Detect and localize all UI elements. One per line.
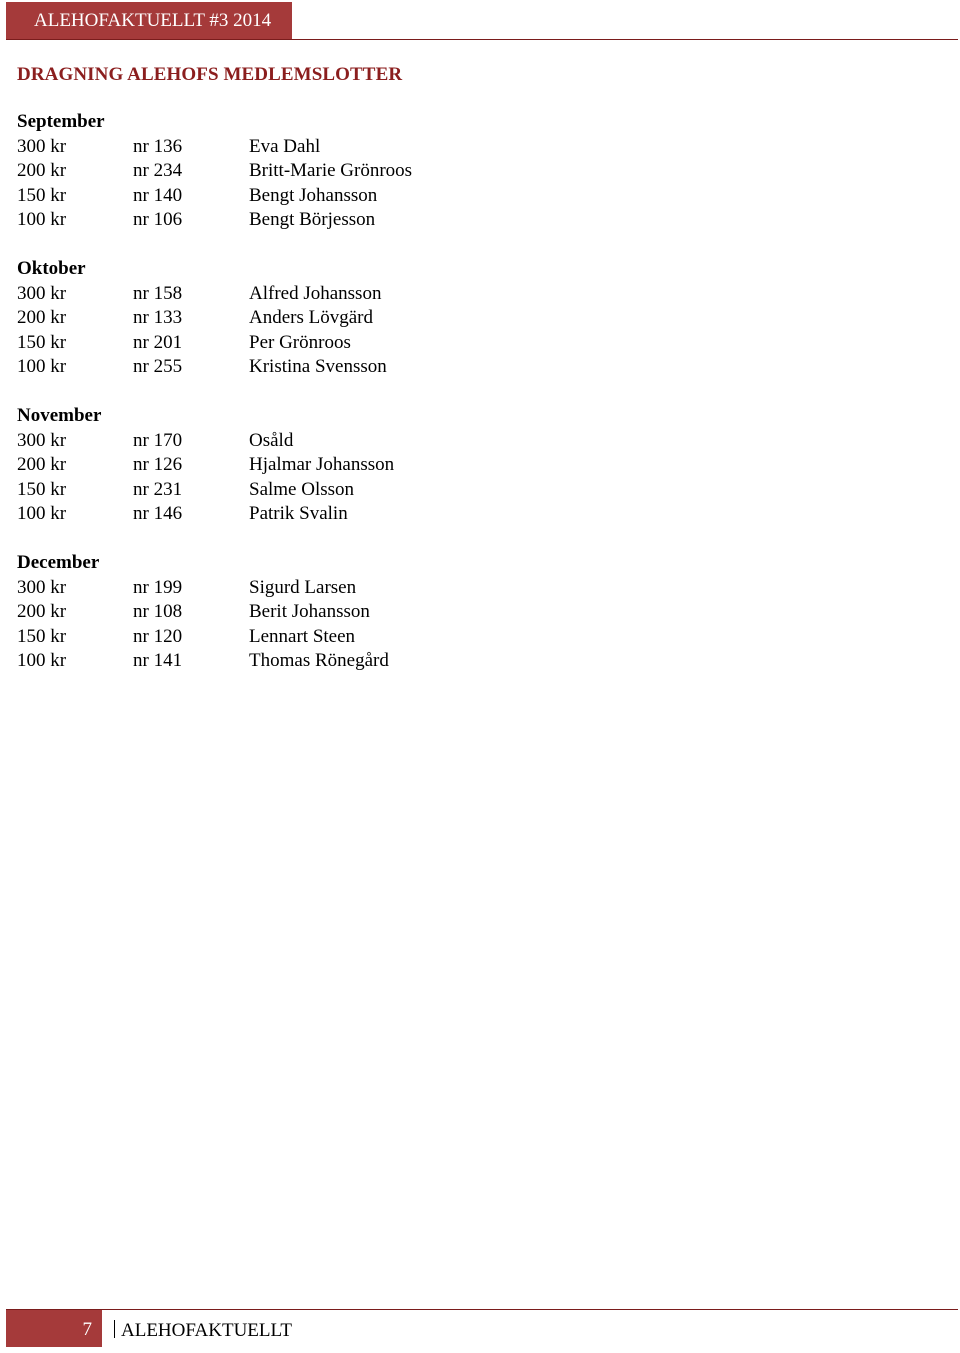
winner-name: Lennart Steen bbox=[249, 625, 356, 647]
winner-name: Per Grönroos bbox=[249, 331, 351, 353]
page-number: 7 bbox=[6, 1310, 102, 1347]
winner-name: Salme Olsson bbox=[249, 478, 355, 500]
result-row bbox=[17, 159, 717, 184]
result-row bbox=[17, 282, 717, 307]
prize-amount: 300 kr bbox=[17, 282, 67, 304]
prize-amount: 100 kr bbox=[17, 356, 67, 377]
ticket-number: nr 201 bbox=[133, 331, 183, 353]
ticket-number: nr 234 bbox=[133, 160, 183, 181]
footer-publication bbox=[114, 1310, 292, 1347]
prize-amount: 100 kr bbox=[17, 650, 67, 671]
ticket-number: nr 255 bbox=[133, 356, 183, 377]
ticket-number: nr 199 bbox=[133, 576, 183, 598]
winner-name: Osåld bbox=[249, 429, 294, 451]
winner-name: Kristina Svensson bbox=[249, 356, 387, 377]
ticket-number: nr 126 bbox=[133, 454, 183, 475]
ticket-number: nr 158 bbox=[133, 282, 183, 304]
month-section-november bbox=[17, 404, 717, 527]
ticket-number: nr 133 bbox=[133, 307, 183, 328]
prize-amount: 100 kr bbox=[17, 503, 67, 524]
winner-name: Sigurd Larsen bbox=[249, 576, 357, 598]
result-row bbox=[17, 625, 717, 650]
result-row bbox=[17, 208, 717, 233]
winner-name: Anders Lövgärd bbox=[249, 307, 373, 328]
result-row bbox=[17, 429, 717, 454]
month-heading: September bbox=[17, 111, 105, 132]
prize-amount: 300 kr bbox=[17, 576, 67, 598]
winner-name: Thomas Rönegård bbox=[249, 650, 389, 671]
prize-amount: 200 kr bbox=[17, 454, 67, 475]
prize-amount: 100 kr bbox=[17, 209, 67, 230]
winner-name: Britt-Marie Grönroos bbox=[249, 160, 413, 181]
winner-name: Eva Dahl bbox=[249, 135, 321, 157]
month-heading: November bbox=[17, 405, 102, 426]
ticket-number: nr 141 bbox=[133, 650, 183, 671]
ticket-number: nr 106 bbox=[133, 209, 183, 230]
lottery-results bbox=[17, 110, 717, 698]
prize-amount: 300 kr bbox=[17, 429, 67, 451]
prize-amount: 150 kr bbox=[17, 184, 67, 206]
result-row bbox=[17, 600, 717, 625]
winner-name: Berit Johansson bbox=[249, 601, 370, 622]
month-heading: Oktober bbox=[17, 258, 86, 279]
ticket-number: nr 108 bbox=[133, 601, 183, 622]
result-row bbox=[17, 355, 717, 380]
result-row bbox=[17, 331, 717, 356]
winner-name: Bengt Johansson bbox=[249, 184, 378, 206]
prize-amount: 150 kr bbox=[17, 625, 67, 647]
month-section-december bbox=[17, 551, 717, 674]
ticket-number: nr 140 bbox=[133, 184, 183, 206]
result-row bbox=[17, 478, 717, 503]
prize-amount: 200 kr bbox=[17, 601, 67, 622]
winner-name: Alfred Johansson bbox=[249, 282, 382, 304]
prize-amount: 300 kr bbox=[17, 135, 67, 157]
month-section-september bbox=[17, 110, 717, 233]
result-row bbox=[17, 649, 717, 674]
prize-amount: 150 kr bbox=[17, 478, 67, 500]
page-footer bbox=[6, 1309, 958, 1347]
winner-name: Patrik Svalin bbox=[249, 503, 348, 524]
winner-name: Bengt Börjesson bbox=[249, 209, 376, 230]
month-heading: December bbox=[17, 552, 100, 573]
footer-publication-name: ALEHOFAKTUELLT bbox=[121, 1320, 292, 1341]
ticket-number: nr 146 bbox=[133, 503, 183, 524]
header-title: ALEHOFAKTUELLT #3 2014 bbox=[6, 2, 292, 39]
result-row bbox=[17, 502, 717, 527]
result-row bbox=[17, 184, 717, 209]
winner-name: Hjalmar Johansson bbox=[249, 454, 395, 475]
ticket-number: nr 120 bbox=[133, 625, 183, 647]
footer-separator bbox=[114, 1320, 115, 1338]
page-header bbox=[6, 0, 958, 40]
ticket-number: nr 231 bbox=[133, 478, 183, 500]
result-row bbox=[17, 453, 717, 478]
prize-amount: 200 kr bbox=[17, 307, 67, 328]
page-title: DRAGNING ALEHOFS MEDLEMSLOTTER bbox=[17, 64, 403, 85]
prize-amount: 150 kr bbox=[17, 331, 67, 353]
result-row bbox=[17, 135, 717, 160]
ticket-number: nr 136 bbox=[133, 135, 183, 157]
prize-amount: 200 kr bbox=[17, 160, 67, 181]
result-row bbox=[17, 306, 717, 331]
ticket-number: nr 170 bbox=[133, 429, 183, 451]
month-section-oktober bbox=[17, 257, 717, 380]
result-row bbox=[17, 576, 717, 601]
